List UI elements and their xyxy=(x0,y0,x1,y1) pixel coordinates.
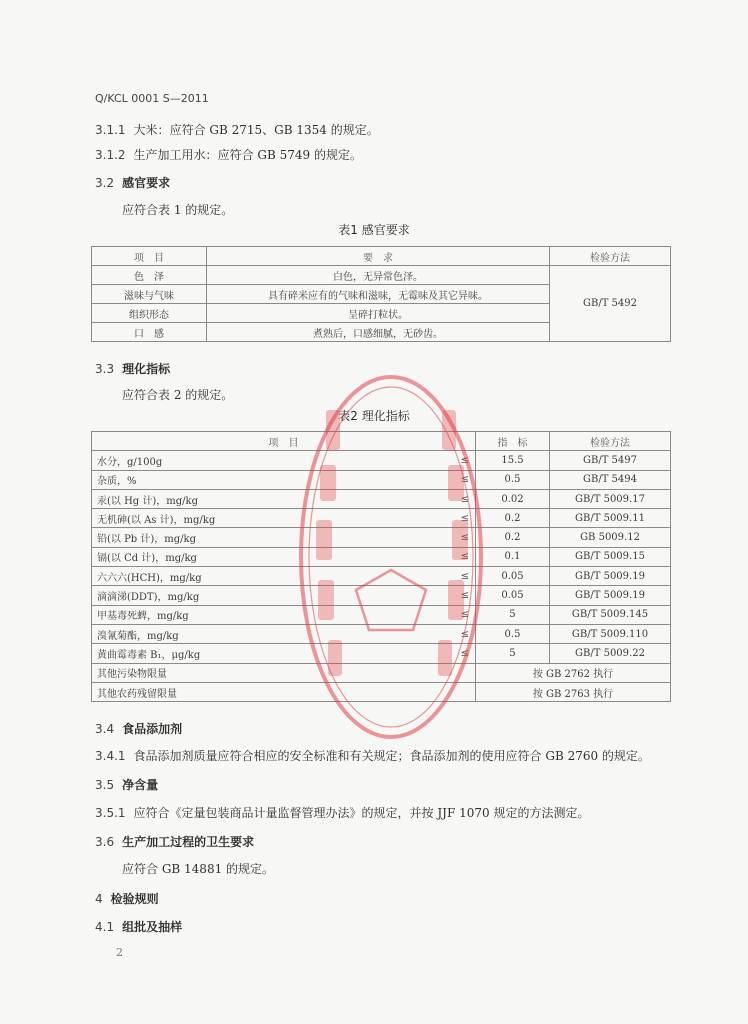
section-number: 3.5 xyxy=(95,778,115,792)
table-cell-operator: ≤ xyxy=(448,528,476,547)
table-row xyxy=(92,509,671,528)
table-row xyxy=(92,605,671,624)
column-header: 要 求 xyxy=(207,247,550,266)
table-cell-item: 滴滴涕(DDT)，mg/kg xyxy=(92,586,448,605)
table-cell-requirement: 具有碎米应有的气味和滋味，无霉味及其它异味。 xyxy=(207,285,550,304)
table-row xyxy=(92,266,671,285)
clause-title: 大米： xyxy=(133,123,170,137)
section-3-3-heading xyxy=(95,360,170,377)
section-3-5-heading xyxy=(95,776,158,793)
section-3-3-body: 应符合表 2 的规定。 xyxy=(122,388,234,402)
section-3-2-heading xyxy=(95,174,170,191)
table-cell-item: 溴氰菊酯，mg/kg xyxy=(92,624,448,643)
table-cell-value: 5 xyxy=(475,605,549,624)
table-cell-value: 按 GB 2763 执行 xyxy=(475,682,670,701)
clause-number: 3.1.2 xyxy=(95,148,126,162)
column-header: 指 标 xyxy=(475,432,549,451)
section-number: 3.6 xyxy=(95,835,115,849)
table-cell-method: GB/T 5009.15 xyxy=(550,547,671,566)
table-cell-item: 汞(以 Hg 计)，mg/kg xyxy=(92,489,448,508)
table-cell-item: 其他污染物限量 xyxy=(92,663,476,682)
clause-3-4-1 xyxy=(95,747,650,764)
table1-caption: 表1 感官要求 xyxy=(338,223,410,237)
section-title: 检验规则 xyxy=(110,892,159,906)
table-row xyxy=(92,489,671,508)
table-cell-value: 0.2 xyxy=(475,509,549,528)
table-cell-item: 组织形态 xyxy=(92,304,207,323)
table-cell-method: GB/T 5009.145 xyxy=(550,605,671,624)
clause-number: 3.1.1 xyxy=(95,123,126,137)
section-title: 生产加工过程的卫生要求 xyxy=(122,835,255,849)
table-cell-item: 无机砷(以 As 计)，mg/kg xyxy=(92,509,448,528)
table-cell-operator: ≤ xyxy=(448,489,476,508)
section-3-6-heading xyxy=(95,833,254,850)
section-title: 食品添加剂 xyxy=(122,722,183,736)
section-number: 3.4 xyxy=(95,722,115,736)
clause-title: 生产加工用水： xyxy=(133,148,218,162)
table-cell-operator: ≤ xyxy=(448,624,476,643)
table-cell-requirement: 白色，无异常色泽。 xyxy=(207,266,550,285)
standard-code-header: Q/KCL 0001 S—2011 xyxy=(95,92,209,105)
section-title: 净含量 xyxy=(122,778,159,792)
table-cell-method: GB/T 5009.19 xyxy=(550,567,671,586)
table-cell-value: 0.02 xyxy=(475,489,549,508)
table-cell-method: GB/T 5497 xyxy=(550,451,671,470)
table-row xyxy=(92,624,671,643)
table-row xyxy=(92,547,671,566)
section-title: 感官要求 xyxy=(122,176,171,190)
table-header-row xyxy=(92,247,671,266)
table-cell-operator: ≤ xyxy=(448,547,476,566)
column-header: 检验方法 xyxy=(550,432,671,451)
table-cell-value: 5 xyxy=(475,644,549,663)
table-cell-method: GB/T 5492 xyxy=(550,266,671,342)
table-cell-operator: ≤ xyxy=(448,644,476,663)
table-cell-method: GB/T 5009.11 xyxy=(550,509,671,528)
clause-number: 3.4.1 xyxy=(95,749,126,763)
section-title: 组批及抽样 xyxy=(122,920,183,934)
table-body xyxy=(92,451,671,663)
section-number: 3.2 xyxy=(95,176,115,190)
table-cell-method: GB/T 5009.22 xyxy=(550,644,671,663)
table-cell-value: 0.05 xyxy=(475,567,549,586)
table-cell-item: 六六六(HCH)，mg/kg xyxy=(92,567,448,586)
table-cell-operator: ≤ xyxy=(448,605,476,624)
table-cell-operator: ≤ xyxy=(448,567,476,586)
table-cell-operator: ≤ xyxy=(448,470,476,489)
table-cell-method: GB 5009.12 xyxy=(550,528,671,547)
table-cell-value: 0.2 xyxy=(475,528,549,547)
table-row xyxy=(92,528,671,547)
column-header: 项 目 xyxy=(92,432,476,451)
table-row xyxy=(92,663,671,682)
section-number: 4.1 xyxy=(95,920,115,934)
table-cell-value: 15.5 xyxy=(475,451,549,470)
table-cell-method: GB/T 5009.110 xyxy=(550,624,671,643)
column-header: 项 目 xyxy=(92,247,207,266)
table2-caption: 表2 理化指标 xyxy=(338,409,410,423)
physicochemical-indicators-table xyxy=(91,431,671,702)
clause-text: 应符合《定量包装商品计量监督管理办法》的规定，并按 JJF 1070 规定的方法测定。 xyxy=(133,806,590,820)
table-cell-item: 水分，g/100g xyxy=(92,451,448,470)
table-row xyxy=(92,451,671,470)
table-cell-item: 甲基毒死蜱，mg/kg xyxy=(92,605,448,624)
table-cell-method: GB/T 5009.17 xyxy=(550,489,671,508)
table-row xyxy=(92,682,671,701)
table-cell-value: 0.5 xyxy=(475,624,549,643)
table-cell-operator: ≤ xyxy=(448,451,476,470)
clause-3-5-1 xyxy=(95,804,589,821)
table-cell-value: 0.5 xyxy=(475,470,549,489)
table-cell-value: 按 GB 2762 执行 xyxy=(475,663,670,682)
table-cell-item: 色 泽 xyxy=(92,266,207,285)
table-cell-method: GB/T 5494 xyxy=(550,470,671,489)
clause-text: 应符合 GB 5749 的规定。 xyxy=(217,148,362,162)
column-header: 检验方法 xyxy=(550,247,671,266)
table-row xyxy=(92,644,671,663)
page-number: 2 xyxy=(116,946,123,959)
table-cell-item: 黄曲霉毒素 B₁，μg/kg xyxy=(92,644,448,663)
table-cell-item: 杂质，% xyxy=(92,470,448,489)
clause-text: 食品添加剂质量应符合相应的安全标准和有关规定；食品添加剂的使用应符合 GB 2760 的规定。 xyxy=(133,749,650,763)
table-cell-operator: ≤ xyxy=(448,509,476,528)
table-cell-item: 镉(以 Cd 计)，mg/kg xyxy=(92,547,448,566)
table-row xyxy=(92,586,671,605)
clause-text: 应符合 GB 2715、GB 1354 的规定。 xyxy=(169,123,379,137)
section-4-1-heading xyxy=(95,918,182,935)
table-cell-operator: ≤ xyxy=(448,586,476,605)
table-cell-value: 0.1 xyxy=(475,547,549,566)
clause-3-1-1 xyxy=(95,121,379,138)
table-row xyxy=(92,567,671,586)
section-3-2-body: 应符合表 1 的规定。 xyxy=(122,203,234,217)
clause-3-1-2 xyxy=(95,146,362,163)
table-cell-requirement: 呈碎打粒状。 xyxy=(207,304,550,323)
table-cell-item: 铅(以 Pb 计)，mg/kg xyxy=(92,528,448,547)
table-cell-item: 其他农药残留限量 xyxy=(92,682,476,701)
table-cell-item: 口 感 xyxy=(92,323,207,342)
table-cell-item: 滋味与气味 xyxy=(92,285,207,304)
sensory-requirements-table xyxy=(91,246,671,342)
section-4-heading xyxy=(95,890,159,907)
section-3-4-heading xyxy=(95,720,182,737)
section-number: 3.3 xyxy=(95,362,115,376)
table-cell-value: 0.05 xyxy=(475,586,549,605)
section-3-6-body: 应符合 GB 14881 的规定。 xyxy=(122,862,275,876)
section-number: 4 xyxy=(95,892,103,906)
table-cell-requirement: 煮熟后，口感细腻，无砂齿。 xyxy=(207,323,550,342)
table-cell-method: GB/T 5009.19 xyxy=(550,586,671,605)
clause-number: 3.5.1 xyxy=(95,806,126,820)
section-title: 理化指标 xyxy=(122,362,171,376)
table-header-row xyxy=(92,432,671,451)
table-row xyxy=(92,470,671,489)
